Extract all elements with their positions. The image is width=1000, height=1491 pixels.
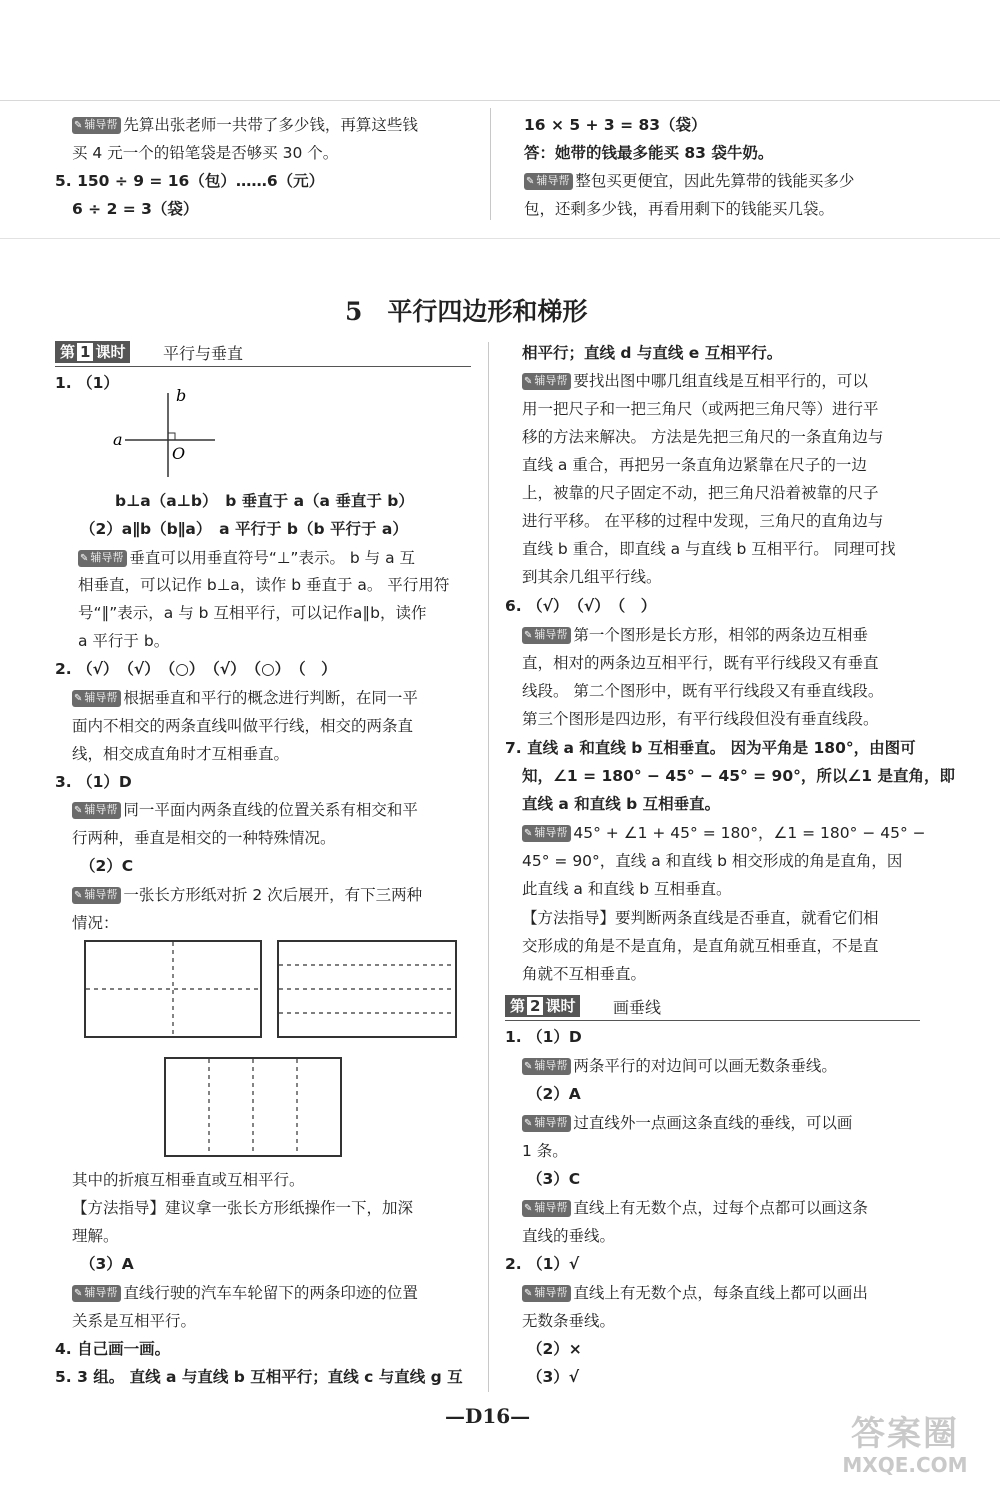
fold-figure-3 xyxy=(164,1057,344,1159)
q2: 2. （√） （√） （○） （√） （○） （ ） xyxy=(55,660,337,678)
lesson-2-name: 画垂线 xyxy=(613,998,662,1017)
hint-1-l2: 相垂直，可以记作 b⊥a，读作 b 垂直于 a。 平行用符 xyxy=(78,576,450,594)
fudaobang-tag: ✎ 辅导帮 xyxy=(78,550,127,567)
top-right-hint-cont: 包，还剩多少钱，再看用剩下的钱能买几袋。 xyxy=(524,200,835,218)
q6: 6. （√） （√） （ ） xyxy=(505,597,657,615)
lesson-1-header xyxy=(55,340,471,367)
label-b: b xyxy=(176,386,187,405)
label-a: a xyxy=(113,430,123,449)
fold-figure-2 xyxy=(277,940,459,1040)
l2-q1-3: （3）C xyxy=(527,1170,581,1188)
fudaobang-tag: ✎ 辅导帮 xyxy=(522,1200,571,1217)
q3-1: 3. （1）D xyxy=(55,773,132,791)
hint-7-l3: 线段。 第二个图形中，既有平行线段又有垂直线段。 xyxy=(522,682,884,700)
top-rule xyxy=(0,100,1000,101)
page-number: —D16— xyxy=(445,1404,531,1428)
hint-4: ✎ 辅导帮 一张长方形纸对折 2 次后展开，有下三两种 xyxy=(72,882,422,908)
hint-7-l4: 第三个图形是四边形，有平行线段但没有垂直线段。 xyxy=(522,710,879,728)
l2-hint-2: ✎ 辅导帮 过直线外一点画这条直线的垂线，可以画 xyxy=(522,1110,852,1136)
hint-6-l5: 上，被靠的尺子固定不动，把三角尺沿着被靠的尺子 xyxy=(522,484,879,502)
fudaobang-tag: ✎ 辅导帮 xyxy=(522,373,571,390)
q1-1: 1. （1） xyxy=(55,374,119,392)
fudaobang-tag: ✎ 辅导帮 xyxy=(72,1285,121,1302)
q5-continued: 相平行；直线 d 与直线 e 互相平行。 xyxy=(522,344,783,362)
hint-1-l3: 号“∥”表示，a 与 b 互相平行，可以记作a∥b，读作 xyxy=(78,604,427,622)
q7-l3: 直线 a 和直线 b 互相垂直。 xyxy=(522,795,721,813)
main-column-divider xyxy=(488,342,489,1392)
l2-hint-1: ✎ 辅导帮 两条平行的对边间可以画无数条垂线。 xyxy=(522,1053,837,1079)
hint-7: ✎ 辅导帮 第一个图形是长方形，相邻的两条边互相垂 xyxy=(522,622,868,648)
q7-l2: 知，∠1 = 180° − 45° − 45° = 90°，所以∠1 是直角，即 xyxy=(522,767,955,785)
fold-note: 其中的折痕互相垂直或互相平行。 xyxy=(72,1171,305,1189)
l2-hint-4: ✎ 辅导帮 直线上有无数个点，每条直线上都可以画出 xyxy=(522,1280,868,1306)
hint-8-l2: 45° = 90°，直线 a 和直线 b 相交形成的角是直角，因 xyxy=(522,852,903,870)
hint-2-l2: 面内不相交的两条直线叫做平行线，相交的两条直 xyxy=(72,717,414,735)
q3-3: （3）A xyxy=(80,1255,134,1273)
top-column-divider xyxy=(490,108,491,220)
top-hint-1: ✎ 辅导帮 先算出张老师一共带了多少钱，再算这些钱 xyxy=(72,112,418,138)
hint-3: ✎ 辅导帮 同一平面内两条直线的位置关系有相交和平 xyxy=(72,797,418,823)
fudaobang-tag: ✎ 辅导帮 xyxy=(522,1058,571,1075)
hint-4-l2: 情况： xyxy=(72,914,119,932)
method-guide-1: 【方法指导】建议拿一张长方形纸操作一下，加深 xyxy=(72,1199,414,1217)
method-guide-1-l2: 理解。 xyxy=(72,1227,119,1245)
fudaobang-tag: ✎ 辅导帮 xyxy=(522,1285,571,1302)
hint-8: ✎ 辅导帮 45° + ∠1 + 45° = 180°，∠1 = 180° − 45° − xyxy=(522,820,926,846)
l2-q1-2: （2）A xyxy=(527,1085,581,1103)
hint-2-l3: 线，相交成直角时才互相垂直。 xyxy=(72,745,290,763)
l2-hint-3: ✎ 辅导帮 直线上有无数个点，过每个点都可以画这条 xyxy=(522,1195,868,1221)
q5: 5. 3 组。 直线 a 与直线 b 互相平行；直线 c 与直线 g 互 xyxy=(55,1368,463,1386)
hint-2: ✎ 辅导帮 根据垂直和平行的概念进行判断，在同一平 xyxy=(72,685,418,711)
watermark xyxy=(820,1415,990,1477)
watermark-line2: MXQE.COM xyxy=(842,1453,968,1477)
q3-2: （2）C xyxy=(80,857,134,875)
fudaobang-tag: ✎ 辅导帮 xyxy=(522,825,571,842)
top-right-answer: 答：她带的钱最多能买 83 袋牛奶。 xyxy=(524,144,774,162)
l2-q2-1: 2. （1）√ xyxy=(505,1255,580,1273)
method-guide-2-l3: 角就不互相垂直。 xyxy=(522,965,647,983)
fudaobang-tag: ✎ 辅导帮 xyxy=(72,117,121,134)
hint-3-l2: 行两种，垂直是相交的一种特殊情况。 xyxy=(72,829,336,847)
fudaobang-tag: ✎ 辅导帮 xyxy=(72,802,121,819)
hint-6-l7: 直线 b 重合，即直线 a 与直线 b 互相平行。 同理可找 xyxy=(522,540,896,558)
hint-6: ✎ 辅导帮 要找出图中哪几组直线是互相平行的，可以 xyxy=(522,368,868,394)
perpendicular-figure xyxy=(110,385,230,485)
section-title: 5 平行四边形和梯形 xyxy=(345,297,588,326)
hint-6-l4: 直线 a 重合，再把另一条直角边紧靠在尺子的一边 xyxy=(522,456,867,474)
fold-figure-1 xyxy=(84,940,264,1040)
l2-hint-3-l2: 直线的垂线。 xyxy=(522,1227,616,1245)
top-bottom-rule xyxy=(0,238,1000,239)
hint-1-l4: a 平行于 b。 xyxy=(78,632,170,650)
fudaobang-tag: ✎ 辅导帮 xyxy=(72,690,121,707)
label-o: O xyxy=(172,444,186,463)
hint-6-l8: 到其余几组平行线。 xyxy=(522,568,662,586)
hint-5: ✎ 辅导帮 直线行驶的汽车车轮留下的两条印迹的位置 xyxy=(72,1280,418,1306)
q1-2: （2）a∥b（b∥a） a 平行于 b（b 平行于 a） xyxy=(80,520,408,538)
l2-hint-4-l2: 无数条垂线。 xyxy=(522,1312,616,1330)
l2-q2-2: （2）× xyxy=(527,1340,582,1358)
l2-q1-1: 1. （1）D xyxy=(505,1028,582,1046)
q1-1-answer: b⊥a（a⊥b） b 垂直于 a（a 垂直于 b） xyxy=(115,492,414,510)
l2-q2-3: （3）√ xyxy=(527,1368,580,1386)
q4: 4. 自己画一画。 xyxy=(55,1340,171,1358)
lesson-1-name: 平行与垂直 xyxy=(163,344,244,363)
top-right-hint: ✎ 辅导帮 整包买更便宜，因此先算带的钱能买多少 xyxy=(524,168,854,194)
answer-5: 5. 150 ÷ 9 = 16（包）……6（元） xyxy=(55,172,325,190)
hint-6-l3: 移的方法来解决。 方法是先把三角尺的一条直角边与 xyxy=(522,428,884,446)
method-guide-2: 【方法指导】要判断两条直线是否垂直，就看它们相 xyxy=(522,909,879,927)
hint-7-l2: 直，相对的两条边互相平行，既有平行线段又有垂直 xyxy=(522,654,879,672)
lesson-2-header xyxy=(505,994,920,1021)
answer-5-cont: 6 ÷ 2 = 3（袋） xyxy=(72,200,199,218)
hint-1: ✎ 辅导帮 垂直可以用垂直符号“⊥”表示。 b 与 a 互 xyxy=(78,545,415,571)
q7: 7. 直线 a 和直线 b 互相垂直。 因为平角是 180°，由图可 xyxy=(505,739,916,757)
fudaobang-tag: ✎ 辅导帮 xyxy=(522,1115,571,1132)
lesson-badge: 第 1 课时 xyxy=(55,341,130,363)
fudaobang-tag: ✎ 辅导帮 xyxy=(522,627,571,644)
watermark-line1: 答案圈 xyxy=(851,1414,959,1454)
top-hint-1-cont: 买 4 元一个的铅笔袋是否够买 30 个。 xyxy=(72,144,339,162)
fudaobang-tag: ✎ 辅导帮 xyxy=(524,173,573,190)
top-right-equation: 16 × 5 + 3 = 83（袋） xyxy=(524,116,707,134)
hint-5-l2: 关系是互相平行。 xyxy=(72,1312,197,1330)
method-guide-2-l2: 交形成的角是不是直角，是直角就互相垂直，不是直 xyxy=(522,937,879,955)
fudaobang-tag: ✎ 辅导帮 xyxy=(72,887,121,904)
hint-6-l6: 进行平移。 在平移的过程中发现，三角尺的直角边与 xyxy=(522,512,884,530)
hint-6-l2: 用一把尺子和一把三角尺（或两把三角尺等）进行平 xyxy=(522,400,879,418)
lesson-badge: 第 2 课时 xyxy=(505,995,580,1017)
hint-8-l3: 此直线 a 和直线 b 互相垂直。 xyxy=(522,880,732,898)
l2-hint-2-l2: 1 条。 xyxy=(522,1142,568,1160)
